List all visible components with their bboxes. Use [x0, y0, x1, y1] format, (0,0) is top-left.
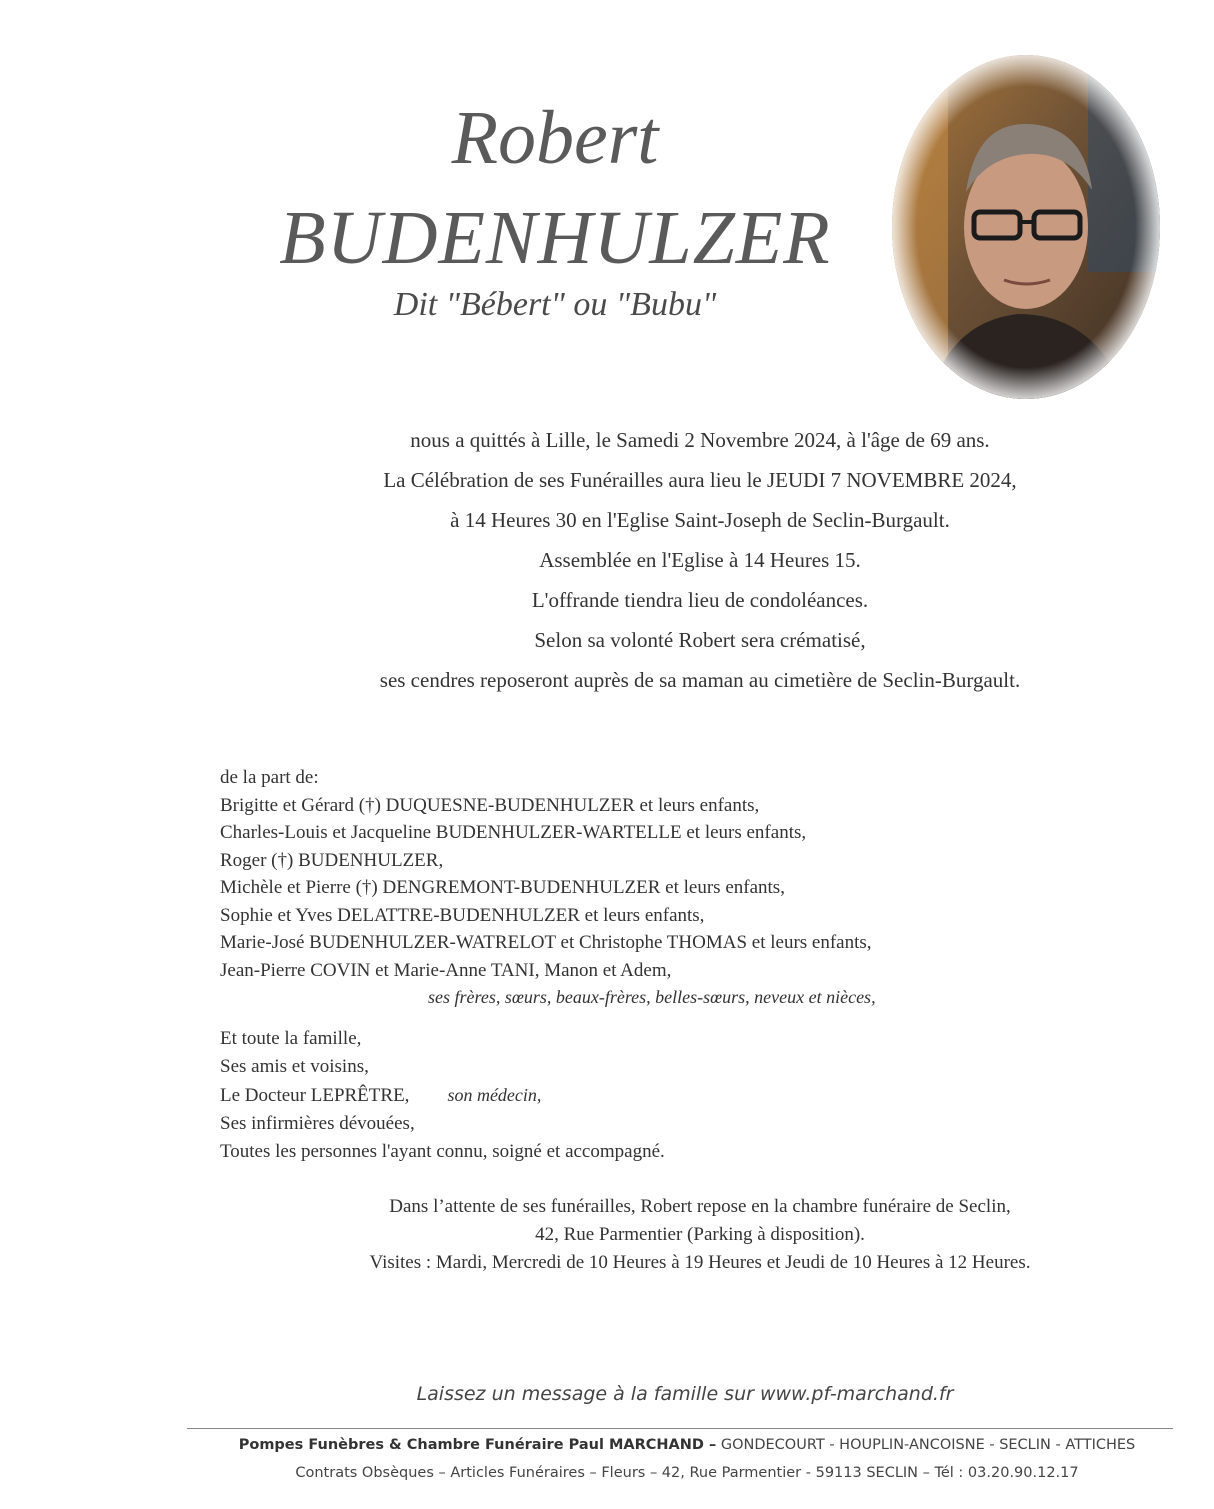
family-list — [220, 764, 1020, 1012]
offering-line: L'offrande tiendra lieu de condoléances. — [531, 588, 869, 612]
others-line: Toutes les personnes l'ayant connu, soigné et accompagné. — [220, 1141, 665, 1162]
first-name: Robert — [451, 96, 659, 180]
funeral-date-line: La Célébration de ses Funérailles aura lieu le JEUDI 7 NOVEMBRE 2024, — [383, 468, 1017, 492]
family-relation: ses frères, sœurs, beaux-frères, belles-sœurs, neveux et nièces, — [428, 987, 876, 1007]
others-line: Ses amis et voisins, — [220, 1056, 369, 1077]
announcement — [260, 420, 1140, 700]
nickname: Dit "Bébert" ou "Bubu" — [393, 286, 717, 323]
rest-location-line: Dans l’attente de ses funérailles, Robert repose en la chambre funéraire de Seclin, — [389, 1196, 1011, 1217]
family-member: Marie-José BUDENHULZER-WATRELOT et Christophe THOMAS et leurs enfants, — [220, 932, 872, 953]
family-intro: de la part de: — [220, 767, 319, 788]
family-member: Charles-Louis et Jacqueline BUDENHULZER-WARTELLE et leurs enfants, — [220, 822, 807, 843]
cremation-line: Selon sa volonté Robert sera crématisé, — [534, 628, 866, 652]
doctor-role: son médecin, — [447, 1085, 542, 1105]
portrait-photo — [888, 52, 1164, 402]
assembly-line: Assemblée en l'Eglise à 14 Heures 15. — [539, 548, 861, 572]
others-line: Ses infirmières dévouées, — [220, 1113, 415, 1134]
doctor-line — [220, 1081, 1020, 1110]
visitation-info — [250, 1193, 1150, 1277]
ashes-line: ses cendres reposeront auprès de sa maman au cimetière de Seclin-Burgault. — [379, 668, 1021, 692]
condolence-message: Laissez un message à la famille sur www.pf-marchand.fr — [416, 1383, 954, 1405]
family-member: Michèle et Pierre (†) DENGREMONT-BUDENHULZER et leurs enfants, — [220, 877, 785, 898]
family-member: Roger (†) BUDENHULZER, — [220, 849, 444, 871]
death-notice-line: nous a quittés à Lille, le Samedi 2 Novembre 2024, à l'âge de 69 ans. — [410, 428, 990, 452]
family-member: Jean-Pierre COVIN et Marie-Anne TANI, Manon et Adem, — [220, 959, 672, 981]
footer-company — [187, 1437, 1187, 1453]
others-list — [220, 1025, 1020, 1166]
visiting-hours-line: Visites : Mardi, Mercredi de 10 Heures à 19 Heures et Jeudi de 10 Heures à 12 Heures. — [369, 1252, 1031, 1273]
company-name: Pompes Funèbres & Chambre Funéraire Paul MARCHAND – — [238, 1437, 717, 1453]
funeral-place-line: à 14 Heures 30 en l'Eglise Saint-Joseph de Seclin-Burgault. — [450, 508, 950, 532]
others-line: Et toute la famille, — [220, 1028, 362, 1049]
family-member: Sophie et Yves DELATTRE-BUDENHULZER et leurs enfants, — [220, 904, 705, 926]
rest-address-line: 42, Rue Parmentier (Parking à disposition). — [535, 1224, 865, 1245]
company-locations: GONDECOURT - HOUPLIN-ANCOISNE - SECLIN - ATTICHES — [716, 1437, 1136, 1453]
last-name: BUDENHULZER — [279, 196, 831, 280]
footer-contact: Contrats Obsèques – Articles Funéraires – Fleurs – 42, Rue Parmentier - 59113 SECLIN – Tél : 03.20.90.12.17 — [295, 1465, 1079, 1481]
doctor-name: Le Docteur LEPRÊTRE, — [220, 1085, 410, 1106]
footer-divider — [187, 1428, 1173, 1429]
family-member: Brigitte et Gérard (†) DUQUESNE-BUDENHULZER et leurs enfants, — [220, 794, 760, 816]
